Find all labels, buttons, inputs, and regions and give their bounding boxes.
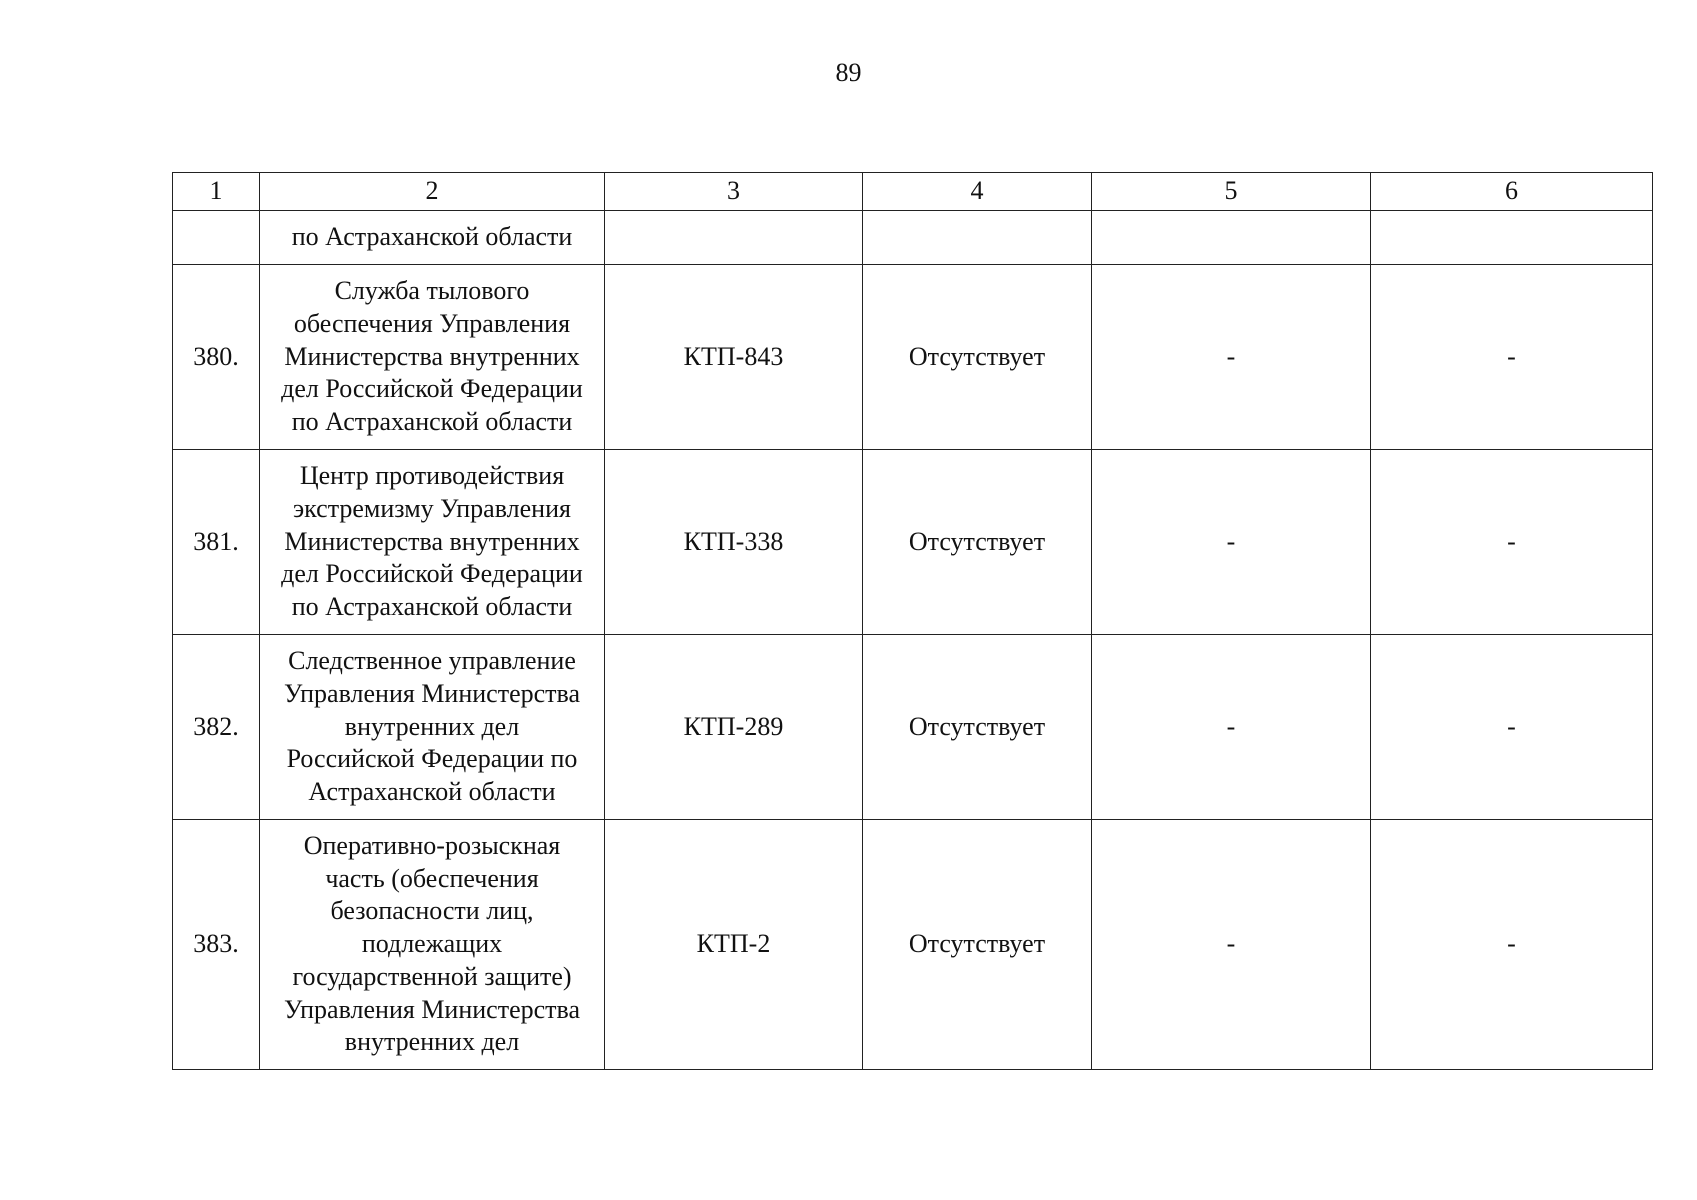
organization-cell (260, 635, 605, 820)
organization-line: обеспечения Управления (293, 308, 571, 338)
table-row (173, 635, 1653, 820)
organization-line: дел Российской Федерации (281, 374, 583, 404)
organization-line: внутренних дел (344, 711, 520, 741)
status-cell (863, 211, 1092, 265)
organization-line: Следственное управление (288, 646, 576, 676)
code-cell: КТП-289 (605, 635, 863, 820)
col6-cell: - (1371, 820, 1653, 1070)
row-number-cell: 383. (173, 820, 260, 1070)
organization-line: Российской Федерации по (286, 744, 578, 774)
table-row (173, 820, 1653, 1070)
row-number-cell: 381. (173, 450, 260, 635)
code-cell: КТП-2 (605, 820, 863, 1070)
organization-line: дел Российской Федерации (281, 559, 583, 589)
col6-cell: - (1371, 635, 1653, 820)
organization-line: часть (обеспечения (325, 863, 539, 893)
organization-line: государственной защите) (292, 961, 572, 991)
organization-line: безопасности лиц, (330, 896, 534, 926)
col5-cell: - (1092, 635, 1371, 820)
status-cell: Отсутствует (863, 265, 1092, 450)
code-cell (605, 211, 863, 265)
row-number-cell: 382. (173, 635, 260, 820)
column-header-1: 1 (173, 173, 260, 211)
column-header-6: 6 (1371, 173, 1653, 211)
col5-cell: - (1092, 265, 1371, 450)
organization-line: Астраханской области (308, 777, 556, 807)
registry-table (172, 172, 1653, 1070)
col5-cell: - (1092, 450, 1371, 635)
organization-cell (260, 820, 605, 1070)
column-header-3: 3 (605, 173, 863, 211)
organization-line: экстремизму Управления (293, 493, 571, 523)
row-number-cell (173, 211, 260, 265)
col5-cell: - (1092, 820, 1371, 1070)
column-header-5: 5 (1092, 173, 1371, 211)
organization-cell (260, 450, 605, 635)
organization-line: по Астраханской области (291, 592, 573, 622)
col6-cell: - (1371, 265, 1653, 450)
page-number: 89 (835, 58, 862, 87)
organization-line: Центр противодействия (299, 461, 565, 491)
organization-cell (260, 265, 605, 450)
status-cell: Отсутствует (863, 820, 1092, 1070)
table-row (173, 265, 1653, 450)
organization-line: Управления Министерства (284, 994, 580, 1024)
organization-line: по Астраханской области (291, 407, 573, 437)
col5-cell (1092, 211, 1371, 265)
organization-line: Служба тылового (334, 276, 530, 306)
status-cell: Отсутствует (863, 450, 1092, 635)
organization-cell: по Астраханской области (260, 211, 605, 265)
code-cell: КТП-338 (605, 450, 863, 635)
organization-line: подлежащих (361, 929, 503, 959)
row-number-cell: 380. (173, 265, 260, 450)
table-row (173, 450, 1653, 635)
col6-cell (1371, 211, 1653, 265)
col6-cell: - (1371, 450, 1653, 635)
organization-line: Министерства внутренних (284, 526, 580, 556)
organization-line: внутренних дел (344, 1027, 520, 1057)
organization-line: Оперативно-розыскная (303, 831, 561, 861)
table-header-row (173, 173, 1653, 211)
organization-line: Управления Министерства (284, 678, 580, 708)
table-row-continuation (173, 211, 1653, 265)
code-cell: КТП-843 (605, 265, 863, 450)
column-header-2: 2 (260, 173, 605, 211)
organization-line: Министерства внутренних (284, 341, 580, 371)
column-header-4: 4 (863, 173, 1092, 211)
status-cell: Отсутствует (863, 635, 1092, 820)
